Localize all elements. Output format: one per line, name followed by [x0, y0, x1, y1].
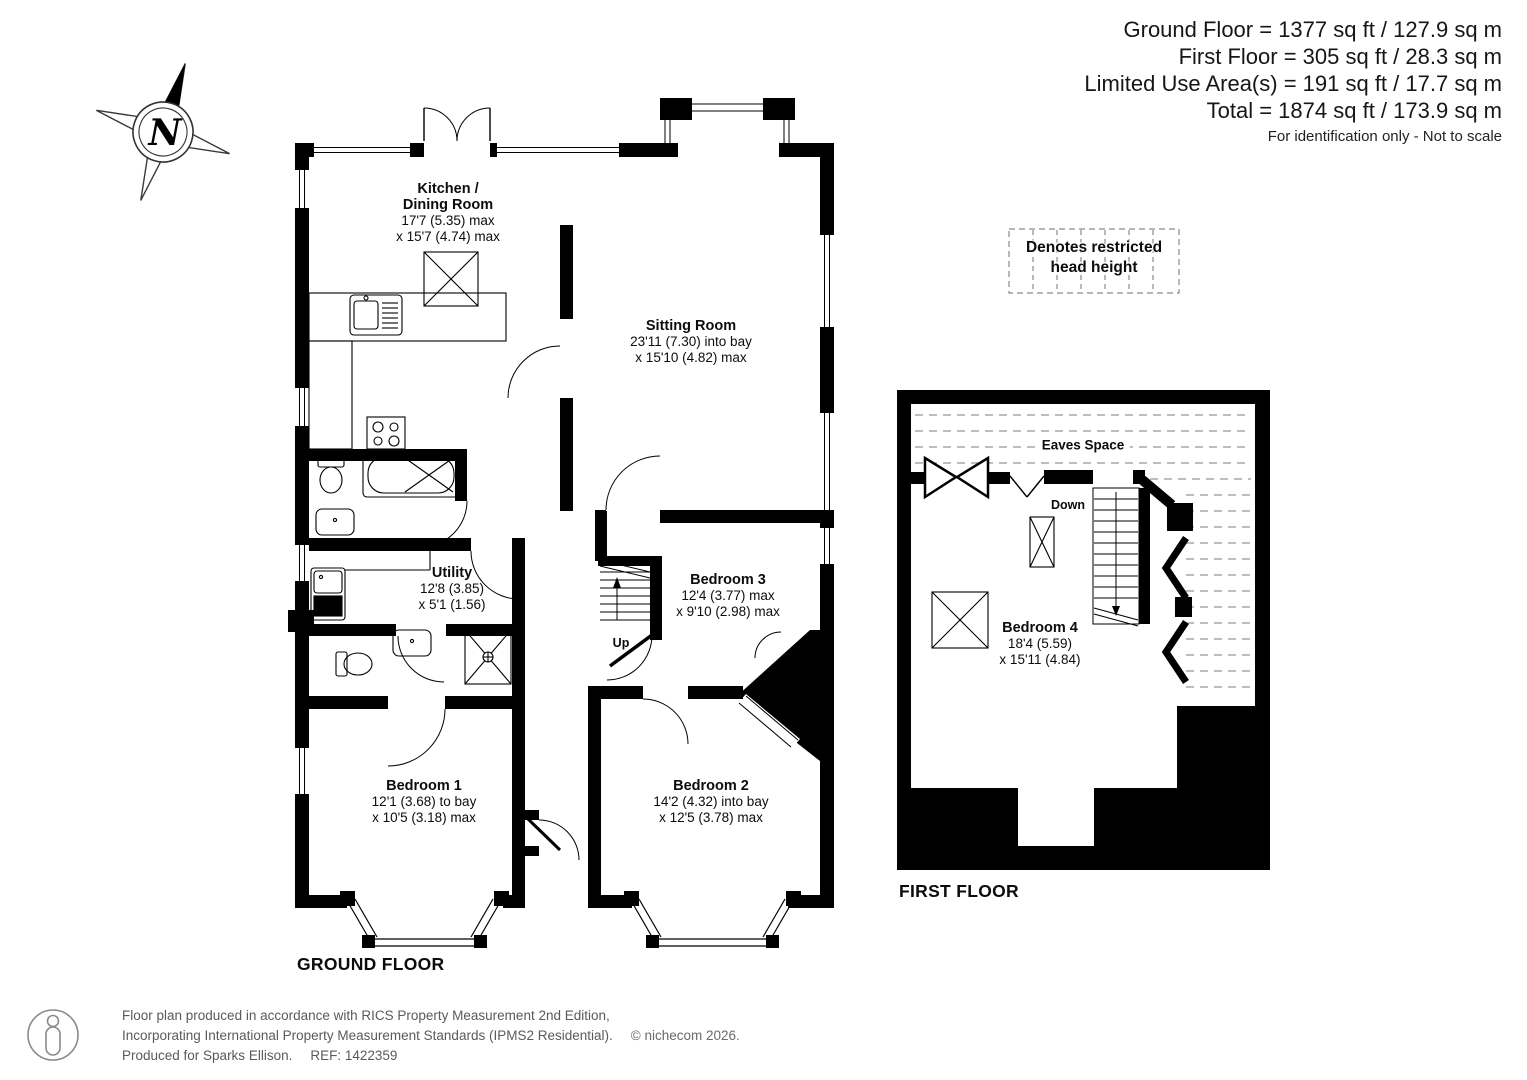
hall-door-arc: [539, 820, 579, 860]
window: [295, 388, 309, 426]
restricted-head-height-label: Denotes restricted head height: [1025, 239, 1163, 276]
bay-window-bedroom1: [340, 891, 509, 948]
utility-label: Utility 12'8 (3.85) x 5'1 (1.56): [418, 565, 486, 612]
bathroom-toilet: [318, 456, 344, 493]
shower-cubicle: [465, 630, 511, 684]
window: [295, 748, 309, 794]
bathroom-sink: [316, 509, 354, 535]
bedroom2-door-arc: [643, 699, 688, 744]
bedroom3-label: Bedroom 3 12'4 (3.77) max x 9'10 (2.98) max: [676, 572, 780, 619]
kitchen-hob: [367, 417, 405, 449]
shower-room-toilet: [336, 652, 372, 676]
window: [314, 143, 410, 157]
area-limited-use: Limited Use Area(s) = 191 sq ft / 17.7 sq m: [1084, 71, 1502, 96]
chimney-recess: [1018, 788, 1094, 846]
bedroom1-door-arc: [388, 709, 445, 766]
area-first-floor: First Floor = 305 sq ft / 28.3 sq m: [1178, 44, 1502, 69]
sitting-room-label: Sitting Room 23'11 (7.30) into bay x 15'10 (4.82) max: [630, 318, 752, 365]
bay-window-bedroom2: [624, 891, 801, 948]
utility-sink-unit: [311, 551, 430, 620]
bedroom1-label: Bedroom 1 12'1 (3.68) to bay x 10'5 (3.18) max: [371, 778, 477, 825]
stairs-up-label: Up: [612, 636, 630, 650]
scale-disclaimer: For identification only - Not to scale: [1267, 128, 1502, 145]
first-floor-title: FIRST FLOOR: [899, 881, 1019, 901]
kitchen-counter-left: [309, 341, 352, 449]
area-ground-floor: Ground Floor = 1377 sq ft / 127.9 sq m: [1123, 17, 1502, 42]
window: [820, 235, 834, 327]
first-floor-plan: [893, 386, 1275, 878]
window: [820, 528, 834, 564]
kitchen-dining-label: Kitchen / Dining Room 17'7 (5.35) max x 15'7 (4.74) max: [396, 181, 500, 244]
footer-line3: Produced for Sparks Ellison. REF: 1422359: [122, 1048, 398, 1063]
reference-number: REF: 1422359: [310, 1048, 398, 1063]
shower-room-door-arc: [398, 636, 444, 682]
copyright: © nichecom 2026.: [630, 1028, 740, 1043]
stairs-up: [600, 560, 650, 620]
area-total: Total = 1874 sq ft / 173.9 sq m: [1206, 98, 1502, 123]
stairs-down: [1093, 488, 1150, 626]
footer-line2: Incorporating International Property Measurement Standards (IPMS2 Residential). © nichecom 2026.: [122, 1028, 740, 1043]
ground-floor-title: GROUND FLOOR: [297, 954, 445, 974]
restricted-head-height-legend: [1008, 228, 1180, 294]
area-summary: [1084, 16, 1502, 147]
kitchen-storage-box: [424, 252, 478, 306]
compass-rose-icon: [88, 52, 238, 202]
kitchen-sink: [350, 295, 402, 335]
stairs-up-arrow: [613, 577, 621, 588]
window: [295, 545, 309, 581]
footer-line1: Floor plan produced in accordance with RICS Property Measurement 2nd Edition,: [122, 1008, 610, 1023]
bedroom3-corner-arc: [755, 632, 781, 658]
window: [497, 143, 619, 157]
eaves-space-label: Eaves Space: [1037, 437, 1130, 454]
ground-fixtures: [309, 252, 511, 684]
stairs-down-label: Down: [1050, 498, 1086, 512]
compass-north-letter: N: [148, 112, 182, 154]
window: [820, 413, 834, 513]
first-outer-walls: [897, 390, 1270, 870]
bedroom4-label: Bedroom 4 18'4 (5.59) x 15'11 (4.84): [999, 620, 1081, 667]
entrance-double-door: [424, 108, 490, 158]
ground-floor-plan: [288, 92, 840, 964]
sitting-room-door-arc: [606, 456, 660, 510]
window: [295, 170, 309, 208]
bedroom2-label: Bedroom 2 14'2 (4.32) into bay x 12'5 (3.78) max: [653, 778, 769, 825]
kitchen-counter: [309, 293, 506, 341]
kitchen-door-arc: [508, 346, 560, 398]
nichecom-person-icon: [26, 1007, 80, 1065]
footer-disclaimer: [122, 1006, 740, 1066]
